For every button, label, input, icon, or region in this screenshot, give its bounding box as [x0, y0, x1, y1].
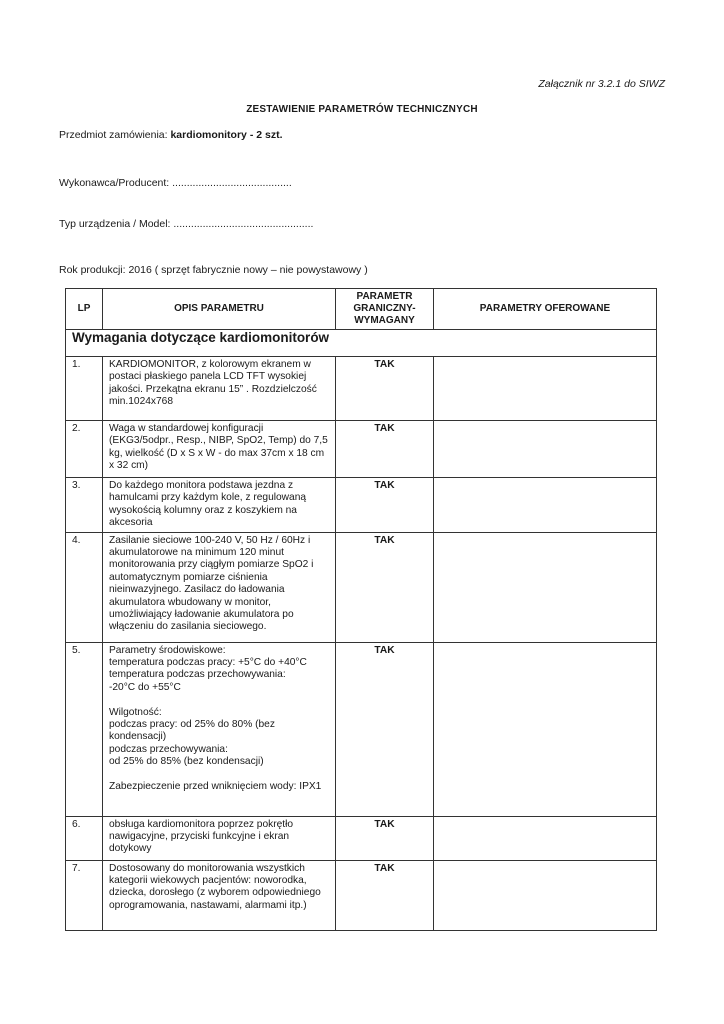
row-required: TAK	[336, 642, 434, 816]
row-description: obsługa kardiomonitora poprzez pokrętło nawigacyjne, przyciski funkcyjne i ekran dotykowy	[103, 816, 336, 860]
table-header-row	[66, 289, 657, 330]
row-offered-cell[interactable]	[434, 642, 657, 816]
row-offered-cell[interactable]	[434, 478, 657, 533]
row-offered-cell[interactable]	[434, 860, 657, 930]
production-year: Rok produkcji: 2016 ( sprzęt fabrycznie nowy – nie powystawowy )	[59, 264, 368, 276]
row-lp: 4.	[66, 532, 103, 642]
table-row	[66, 357, 657, 421]
contractor-field: Wykonawca/Producent: .........................................	[59, 177, 292, 189]
device-type-field: Typ urządzenia / Model: ................................................	[59, 218, 314, 230]
parameters-table	[65, 288, 657, 931]
table-row	[66, 642, 657, 816]
table-row	[66, 478, 657, 533]
row-required: TAK	[336, 532, 434, 642]
row-required: TAK	[336, 357, 434, 421]
row-required: TAK	[336, 860, 434, 930]
table-row	[66, 816, 657, 860]
row-offered-cell[interactable]	[434, 532, 657, 642]
row-lp: 2.	[66, 421, 103, 478]
document-title: ZESTAWIENIE PARAMETRÓW TECHNICZNYCH	[246, 104, 478, 115]
header-lp: LP	[66, 289, 103, 330]
section-row	[66, 330, 657, 357]
row-description: Do każdego monitora podstawa jezdna z hamulcami przy każdym kole, z regulowaną wysokością kolumny oraz z koszykiem na akcesoria	[103, 478, 336, 533]
header-required: PARAMETR GRANICZNY-WYMAGANY	[336, 289, 434, 330]
section-title: Wymagania dotyczące kardiomonitorów	[66, 330, 657, 357]
row-lp: 7.	[66, 860, 103, 930]
order-subject-label: Przedmiot zamówienia:	[59, 129, 168, 141]
table-row	[66, 421, 657, 478]
row-lp: 6.	[66, 816, 103, 860]
row-required: TAK	[336, 478, 434, 533]
row-required: TAK	[336, 421, 434, 478]
row-description: Waga w standardowej konfiguracji (EKG3/5odpr., Resp., NIBP, SpO2, Temp) do 7,5 kg, wielkość (D x S x W - do max 37cm x 18 cm x 32 cm)	[103, 421, 336, 478]
order-subject	[59, 129, 283, 141]
row-offered-cell[interactable]	[434, 816, 657, 860]
row-lp: 1.	[66, 357, 103, 421]
row-description: KARDIOMONITOR, z kolorowym ekranem w postaci płaskiego panela LCD TFT wysokiej jakości. Przekątna ekranu 15” . Rozdzielczość min.1024x768	[103, 357, 336, 421]
row-description: Zasilanie sieciowe 100-240 V, 50 Hz / 60Hz i akumulatorowe na minimum 120 minut monitorowania przy ciągłym pomiarze SpO2 i automatycznym pomiarze ciśnienia nieinwazyjnego. Zasilacz do ładowania akumulatora wbudowany w monitor, umożliwiający ładowanie akumulatora po włączeniu do zasilania sieciowego.	[103, 532, 336, 642]
row-lp: 3.	[66, 478, 103, 533]
table-row	[66, 860, 657, 930]
row-description: Dostosowany do monitorowania wszystkich kategorii wiekowych pacjentów: noworodka, dziecka, dorosłego (z wyborem odpowiedniego oprogramowania, nastawami, alarmami itp.)	[103, 860, 336, 930]
header-description: OPIS PARAMETRU	[103, 289, 336, 330]
row-lp: 5.	[66, 642, 103, 816]
row-offered-cell[interactable]	[434, 357, 657, 421]
header-offered: PARAMETRY OFEROWANE	[434, 289, 657, 330]
row-description: Parametry środowiskowe: temperatura podczas pracy: +5°C do +40°C temperatura podczas przechowywania: -20°C do +55°C Wilgotność: podczas pracy: od 25% do 80% (bez kondensacji) podczas przechowywania: od 25% do 85% (bez kondensacji) Zabezpieczenie przed wniknięciem wody: IPX1	[103, 642, 336, 816]
order-subject-value: kardiomonitory - 2 szt.	[170, 129, 283, 141]
table-row	[66, 532, 657, 642]
attachment-reference: Załącznik nr 3.2.1 do SIWZ	[538, 78, 665, 90]
row-offered-cell[interactable]	[434, 421, 657, 478]
row-required: TAK	[336, 816, 434, 860]
